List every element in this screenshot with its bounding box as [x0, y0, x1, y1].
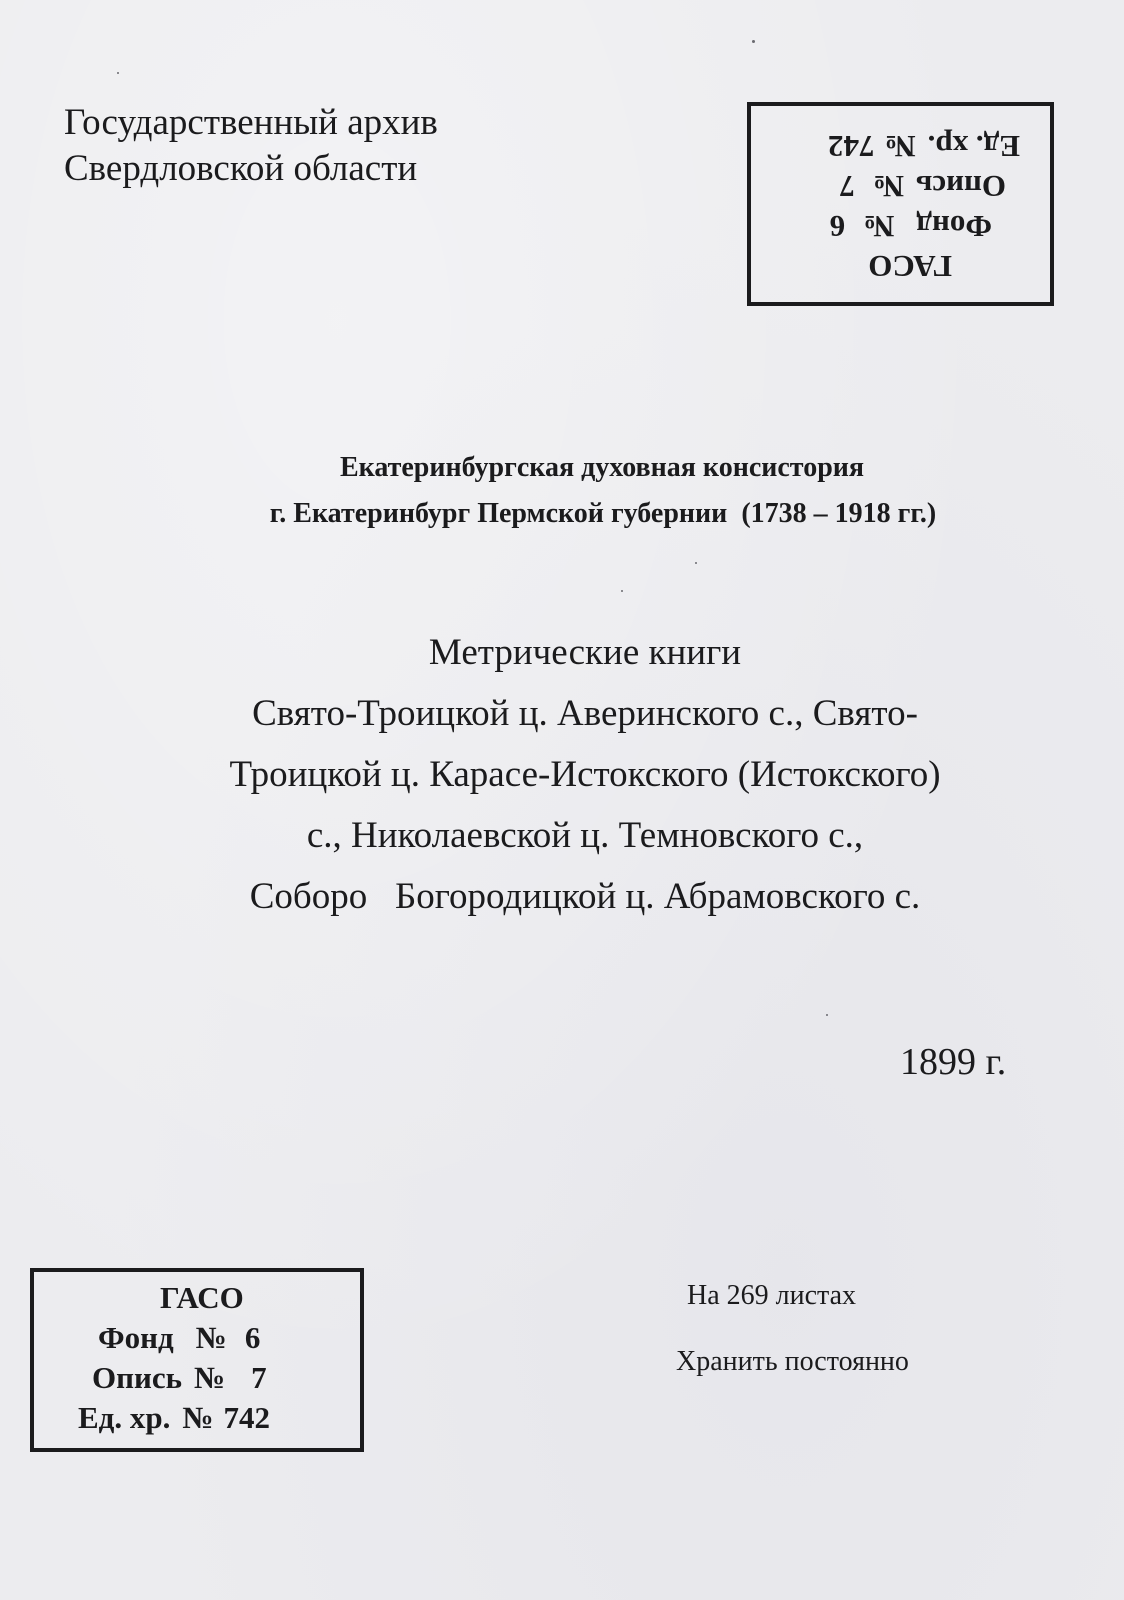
stamp-opis-row — [751, 166, 1020, 206]
title-line-5: Соборо Богородицкой ц. Абрамовского с. — [249, 876, 921, 917]
title-line-4: с., Николаевской ц. Темновского с., — [306, 815, 864, 856]
stamp-fond-row — [78, 1318, 360, 1358]
sheet-count: На 269 листах — [687, 1280, 857, 1311]
archive-stamp-upside-down — [747, 102, 1054, 306]
stamp-fond-value: 6 — [829, 209, 846, 244]
title-line-3: Троицкой ц. Карасе-Истокского (Истокского) — [229, 754, 941, 795]
archive-name-line-2: Свердловской области — [64, 148, 418, 189]
stamp-opis-label: Опись — [916, 169, 1006, 204]
stamp-unit-sign: № — [884, 129, 916, 164]
stamp-title-row — [751, 246, 1020, 286]
stamp-fond-row — [751, 206, 1020, 246]
stamp-unit-sign: № — [182, 1400, 214, 1435]
stamp-fond-sign: № — [863, 209, 895, 244]
consistory-heading — [0, 445, 1124, 537]
stamp-opis-value: 7 — [839, 169, 855, 204]
stamp-fond-value: 6 — [244, 1320, 261, 1355]
archive-name-line-1: Государственный архив — [64, 102, 438, 143]
stamp-opis-row — [78, 1358, 360, 1398]
paper-speck — [695, 562, 697, 564]
consistory-line-1: Екатеринбургская духовная консистория — [339, 452, 865, 483]
paper-speck — [752, 40, 755, 43]
document-title — [100, 622, 1070, 927]
archive-stamp — [30, 1268, 364, 1452]
stamp-opis-label: Опись — [92, 1360, 182, 1395]
stamp-opis-sign: № — [872, 169, 904, 204]
stamp-unit-row — [751, 126, 1020, 166]
retention-note: Хранить постоянно — [676, 1346, 909, 1377]
stamp-opis-sign: № — [194, 1360, 226, 1395]
consistory-line-2: г. Екатеринбург Пермской губернии (1738 – 1918 гг.) — [269, 498, 937, 529]
stamp-title: ГАСО — [868, 249, 952, 284]
stamp-opis-value: 7 — [251, 1360, 267, 1395]
stamp-fond-label: Фонд — [98, 1320, 174, 1355]
archive-name — [64, 100, 438, 192]
stamp-unit-value: 742 — [827, 129, 875, 164]
stamp-title-row — [78, 1278, 360, 1318]
paper-speck — [117, 72, 119, 74]
stamp-unit-value: 742 — [223, 1400, 271, 1435]
stamp-title: ГАСО — [160, 1280, 244, 1315]
stamp-fond-label: Фонд — [916, 209, 992, 244]
title-line-2: Свято-Троицкой ц. Аверинского с., Свято- — [252, 693, 918, 734]
stamp-fond-sign: № — [195, 1320, 227, 1355]
paper-speck — [826, 1014, 828, 1016]
stamp-unit-label: Ед. хр. — [927, 129, 1020, 164]
paper-speck — [621, 590, 623, 592]
stamp-unit-row — [78, 1398, 360, 1438]
stamp-unit-label: Ед. хр. — [78, 1400, 171, 1435]
document-year: 1899 г. — [900, 1041, 1007, 1083]
title-line-1: Метрические книги — [428, 632, 742, 673]
